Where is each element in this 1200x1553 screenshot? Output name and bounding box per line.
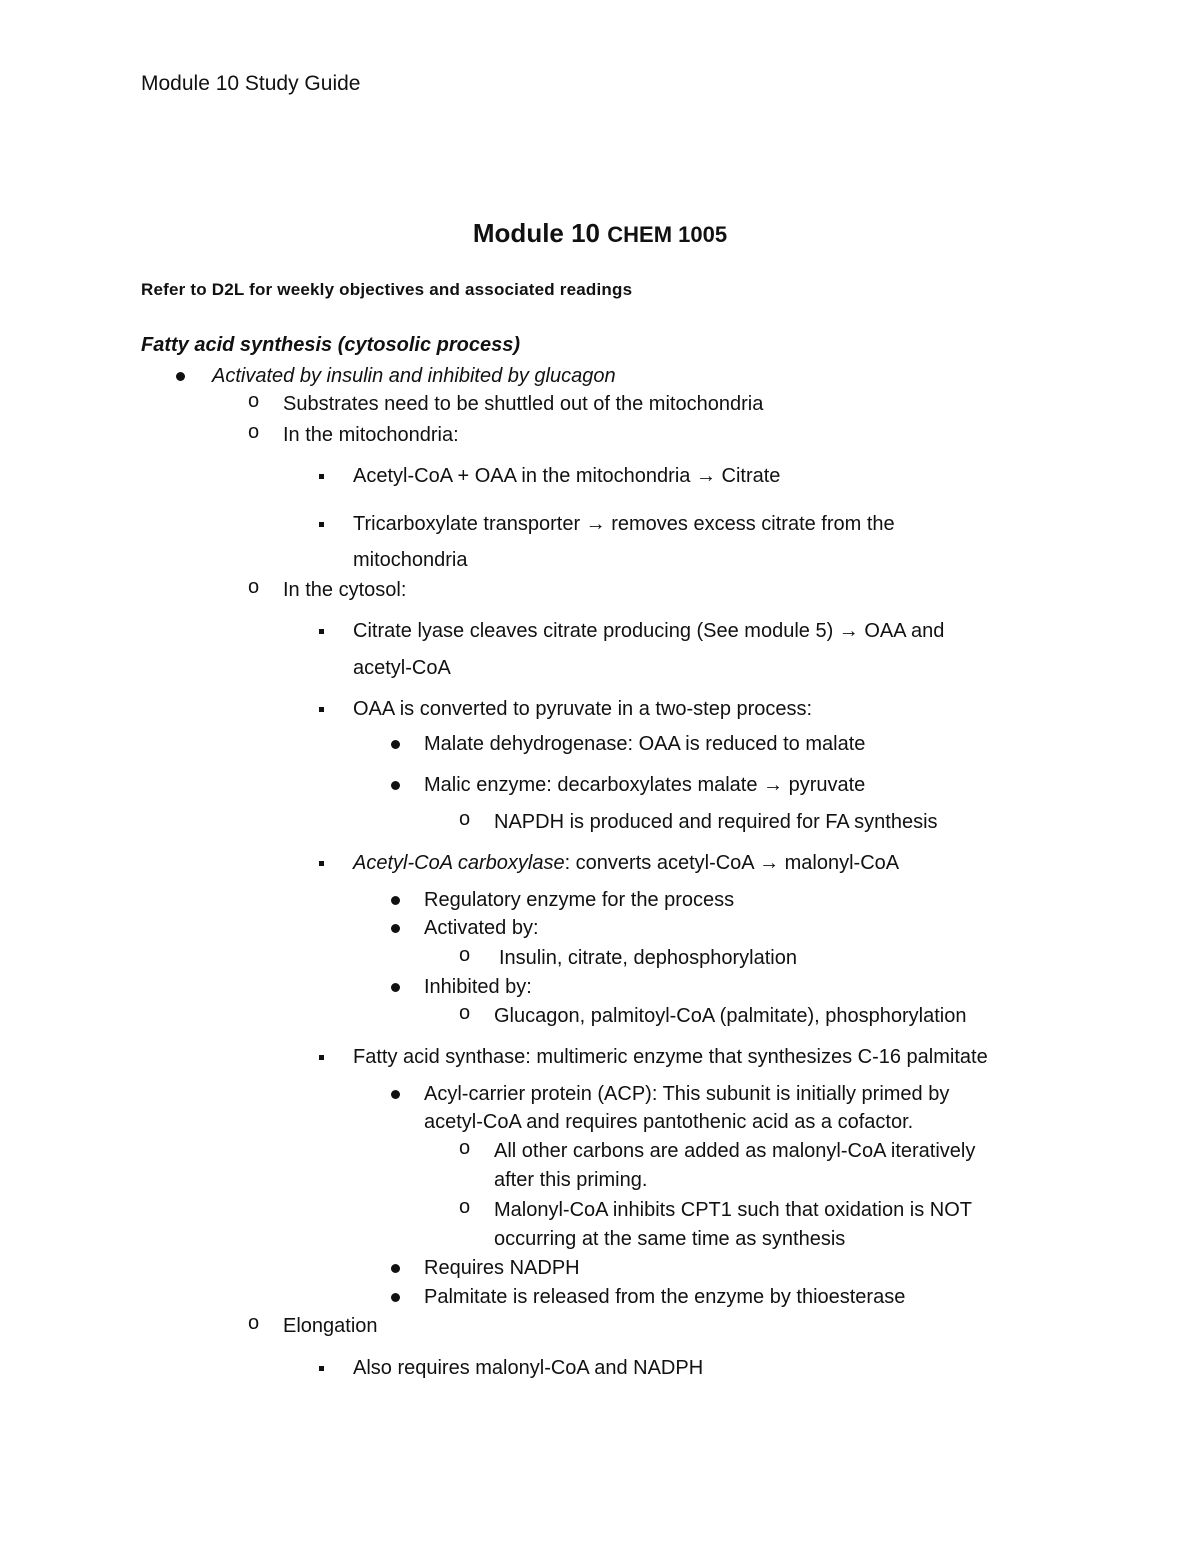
bullet-dot-icon: [391, 1090, 400, 1099]
list-item: Activated by:: [424, 917, 539, 939]
bullet-dot-icon: [176, 372, 185, 381]
list-item: Insulin, citrate, dephosphorylation: [499, 947, 797, 969]
list-item: Also requires malonyl-CoA and NADPH: [353, 1357, 704, 1379]
list-item-continuation: acetyl-CoA and requires pantothenic acid as a cofactor.: [424, 1111, 914, 1133]
list-item: Palmitate is released from the enzyme by thioesterase: [424, 1286, 906, 1308]
bullet-circle-icon: o: [248, 390, 260, 412]
list-item: Substrates need to be shuttled out of the mitochondria: [283, 393, 764, 415]
enzyme-name: Acetyl-CoA carboxylase: [353, 852, 565, 874]
bullet-square-icon: [319, 629, 324, 634]
list-item: Fatty acid synthase: multimeric enzyme that synthesizes C-16 palmitate: [353, 1046, 988, 1068]
bullet-dot-icon: [391, 924, 400, 933]
list-item: All other carbons are added as malonyl-CoA iteratively: [494, 1140, 976, 1162]
list-item: Acyl-carrier protein (ACP): This subunit is initially primed by: [424, 1083, 950, 1105]
bullet-dot-icon: [391, 740, 400, 749]
list-item-continuation: occurring at the same time as synthesis: [494, 1228, 846, 1250]
bullet-circle-icon: o: [248, 1312, 260, 1334]
list-item-continuation: mitochondria: [353, 549, 468, 571]
readings-note: Refer to D2L for weekly objectives and associated readings: [141, 280, 633, 299]
bullet-square-icon: [319, 1055, 324, 1060]
document-title: [0, 218, 1200, 249]
list-item: Requires NADPH: [424, 1257, 580, 1279]
bullet-square-icon: [319, 707, 324, 712]
bullet-dot-icon: [391, 1293, 400, 1302]
list-item-continuation: acetyl-CoA: [353, 657, 451, 679]
bullet-circle-icon: o: [459, 1137, 471, 1159]
bullet-circle-icon: o: [459, 808, 471, 830]
list-item: Malic enzyme: decarboxylates malate → pyruvate: [424, 774, 866, 796]
bullet-dot-icon: [391, 781, 400, 790]
bullet-dot-icon: [391, 1264, 400, 1273]
bullet-circle-icon: o: [459, 1002, 471, 1024]
title-course: CHEM 1005: [607, 222, 728, 247]
bullet-square-icon: [319, 522, 324, 527]
list-item: Citrate lyase cleaves citrate producing (See module 5) → OAA and: [353, 620, 945, 642]
list-item: Acetyl-CoA + OAA in the mitochondria → Citrate: [353, 465, 781, 487]
list-item: Glucagon, palmitoyl-CoA (palmitate), phosphorylation: [494, 1005, 967, 1027]
running-head: Module 10 Study Guide: [141, 72, 361, 95]
list-item: In the mitochondria:: [283, 424, 459, 446]
list-item: Malonyl-CoA inhibits CPT1 such that oxidation is NOT: [494, 1199, 972, 1221]
list-item: Regulatory enzyme for the process: [424, 889, 735, 911]
bullet-dot-icon: [391, 983, 400, 992]
list-item: Elongation: [283, 1315, 378, 1337]
list-item: Inhibited by:: [424, 976, 532, 998]
bullet-square-icon: [319, 1366, 324, 1371]
bullet-square-icon: [319, 861, 324, 866]
bullet-circle-icon: o: [459, 1196, 471, 1218]
enzyme-description: : converts acetyl-CoA → malonyl-CoA: [564, 852, 900, 874]
section-heading: Fatty acid synthesis (cytosolic process): [141, 334, 521, 356]
list-item: Tricarboxylate transporter → removes excess citrate from the: [353, 513, 895, 535]
title-main: Module 10: [472, 218, 601, 248]
bullet-circle-icon: o: [248, 421, 260, 443]
list-item-continuation: after this priming.: [494, 1169, 648, 1191]
list-item: Activated by insulin and inhibited by glucagon: [212, 365, 616, 387]
list-item: [353, 849, 899, 877]
list-item: NAPDH is produced and required for FA synthesis: [494, 811, 938, 833]
bullet-dot-icon: [391, 896, 400, 905]
list-item: OAA is converted to pyruvate in a two-step process:: [353, 698, 813, 720]
list-item: Malate dehydrogenase: OAA is reduced to malate: [424, 733, 866, 755]
bullet-circle-icon: o: [459, 944, 471, 966]
bullet-square-icon: [319, 474, 324, 479]
list-item: In the cytosol:: [283, 579, 407, 601]
bullet-circle-icon: o: [248, 576, 260, 598]
